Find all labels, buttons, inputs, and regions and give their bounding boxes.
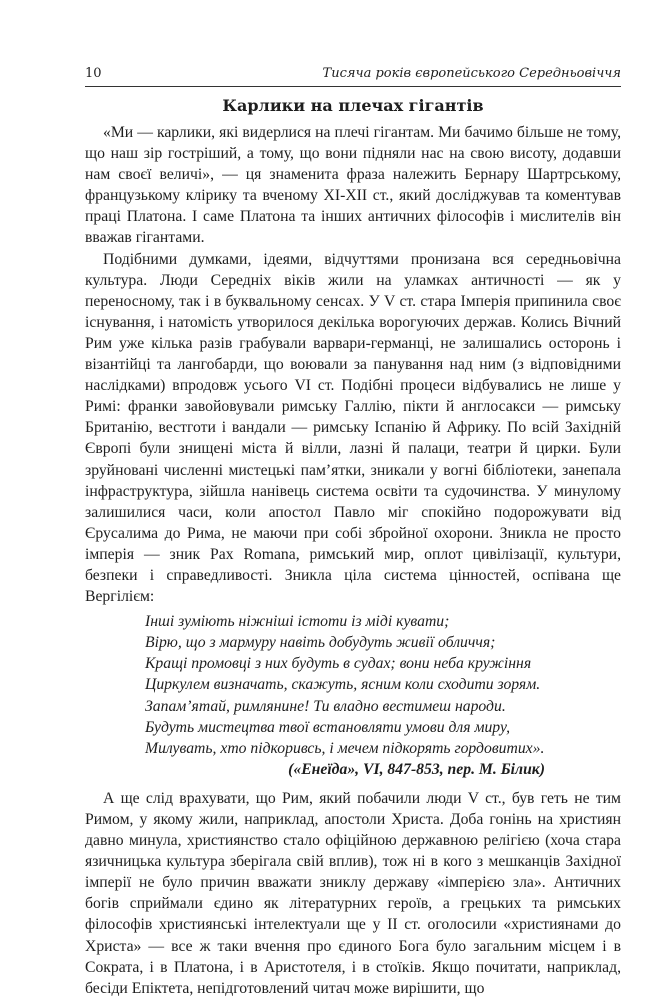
verse-line: Кращі промовці з них будуть в судах; вони неба кружіння (145, 655, 532, 673)
paragraph: Подібними думками, ідеями, відчуттями пронизана вся середньовічна культура. Люди Середніх віків жили на уламках античності — як у переносному, так і в буквальному сенсах. У V ст. стара Імперія припинила своє існування, і натомість утворилося декілька ворогуючих держав. Колись Вічний Рим уже кілька разів грабували варвари-германці, не залишались осторонь і візантійці та лангобарди, що воювали за панування над ним (з відповідними наслідками) впродовж усього VI ст. Подібні процеси відбувались не лише у Римі: франки завойовували римську Галлію, пікти й англосакси — римську Британію, вестготи і вандали — римську Іспанію й Африку. По всій Західній Європі були знищені міста й вілли, лазні й палаци, театри й цирки. Були зруйновані численні мистецькі пам’ятки, зникали у вогні бібліотеки, занепала інфраструктура, зійшла нанівець система освіти та судочинства. У минулому залишилися часи, коли апостол Павло міг спокійно подорожувати від Єрусалима до Рима, не маючи при собі збройної охорони. Зникла не просто імперія — зник Pax Romana, римський мир, оплот цивілізації, культури, безпеки і справедливості. Зникла ціла система цінностей, оспівана ще Вергілієм: (85, 250, 621, 606)
paragraph: «Ми — карлики, які видерлися на плечі гігантам. Ми бачимо більше не тому, що наш зір гостріший, а тому, що вони підняли нас на свою висоту, додавши нам своєї величі», — ця знаменита фраза належить Бернару Шартрському, французькому клірику та вченому XI-XII ст., який досліджував та коментував праці Платона. І саме Платона та інших античних філософів і мислителів він вважав гігантами. (85, 124, 621, 247)
verse-source: («Енеїда», VI, 847-853, пер. М. Білик) (288, 760, 545, 778)
verse-line: Будуть мистецтва твої встановляти умови для миру, (145, 718, 511, 736)
body-text (85, 122, 621, 999)
running-title: Тисяча років європейського Середньовіччя (322, 66, 621, 81)
verse-quote (85, 611, 621, 780)
verse-line: Інші зуміють ніжніші істоти із міді кувати; (145, 613, 450, 631)
verse-line: Милувать, хто підкоривсь, і мечем підкорять гордовитих». (145, 739, 545, 757)
page-header (85, 64, 621, 87)
verse-line: Вірю, що з мармуру навіть добудуть живії обличчя; (145, 634, 496, 652)
paragraph: А ще слід врахувати, що Рим, який побачили люди V ст., був геть не тим Римом, у якому жили, наприклад, апостоли Христа. Доба гонінь на християн давно минула, християнство стало офіційною державною релігією (хоча стара язичницька культура зберігала свій вплив), тож ні в кого з мешканців Західної імперії не було причин вважати зниклу державу «імперією зла». Античних богів сприймали єдино як літературних героїв, а грецьких та римських філософів християнські інтелектуали ще у II ст. оголосили «християнами до Христа» — все ж таки вчення про єдиного Бога було загальним місцем і в Сократа, і в Платона, і в Аристотеля, і в стоїків. Якщо почитати, наприклад, бесіди Епіктета, непідготовлений читач може вирішити, що (85, 789, 621, 997)
page-number: 10 (85, 66, 102, 81)
verse-line: Циркулем визначать, скажуть, ясним коли сходити зорям. (145, 676, 541, 694)
verse-line: Запам’ятай, римлянине! Ти владно вестимеш народи. (145, 697, 506, 715)
section-title: Карлики на плечах гігантів (222, 96, 484, 115)
